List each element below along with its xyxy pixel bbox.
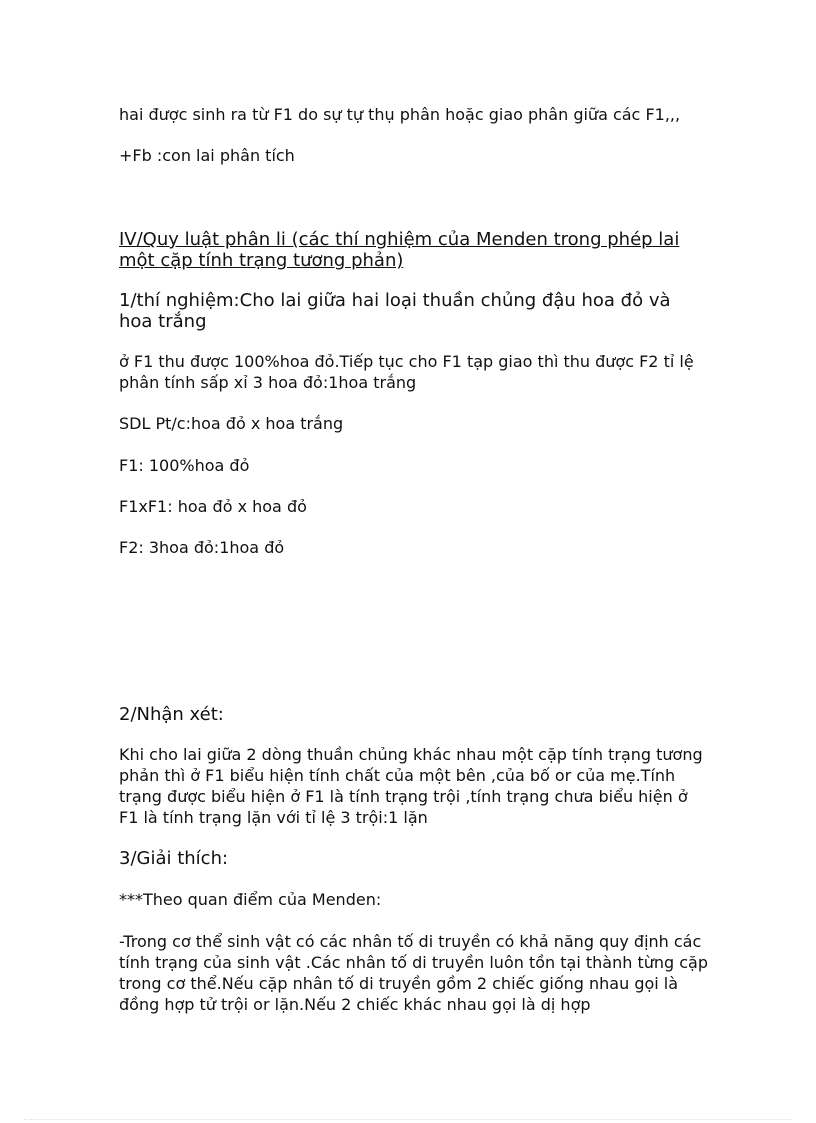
paragraph-f2: F2: 3hoa đỏ:1hoa đỏ [119,538,285,557]
paragraph-experiment-result: ở F1 thu được 100%hoa đỏ.Tiếp tục cho F1 tạp giao thì thu được F2 tỉ lệ phân tính sấp xỉ 3 hoa đỏ:1hoa trắng [119,352,694,392]
subheading-explanation: 3/Giải thích: [119,848,229,869]
section-heading-iv: IV/Quy luật phân li (các thí nghiệm của Menden trong phép lai một cặp tính trạng tương phản) [119,229,680,271]
paragraph-fb-definition: +Fb :con lai phân tích [119,146,295,165]
paragraph-menden-view: ***Theo quan điểm của Menden: [119,890,382,909]
page-bottom-divider [24,1119,792,1120]
subheading-observation: 2/Nhận xét: [119,704,224,725]
paragraph-explanation: -Trong cơ thể sinh vật có các nhân tố di truyền có khả năng quy định các tính trạng của sinh vật .Các nhân tố di truyền luôn tồn tại thành từng cặp trong cơ thể.Nếu cặp nhân tố di truyền gồm 2 chiếc giống nhau gọi là đồng hợp tử trội or lặn.Nếu 2 chiếc khác nhau gọi là dị hợp [119,932,708,1014]
paragraph-f1-cross: F1xF1: hoa đỏ x hoa đỏ [119,497,307,516]
subheading-experiment: 1/thí nghiệm:Cho lai giữa hai loại thuần chủng đậu hoa đỏ và hoa trắng [119,290,671,332]
paragraph-f1: F1: 100%hoa đỏ [119,456,250,475]
paragraph-parent-cross: SDL Pt/c:hoa đỏ x hoa trắng [119,414,344,433]
paragraph-f2-origin: hai được sinh ra từ F1 do sự tự thụ phân hoặc giao phân giữa các F1,,, [119,105,681,124]
paragraph-observation: Khi cho lai giữa 2 dòng thuần chủng khác nhau một cặp tính trạng tương phản thì ở F1 biểu hiện tính chất của một bên ,của bố or của mẹ.Tính trạng được biểu hiện ở F1 là tính trạng trội ,tính trạng chưa biểu hiện ở F1 là tính trạng lặn với tỉ lệ 3 trội:1 lặn [119,745,703,827]
